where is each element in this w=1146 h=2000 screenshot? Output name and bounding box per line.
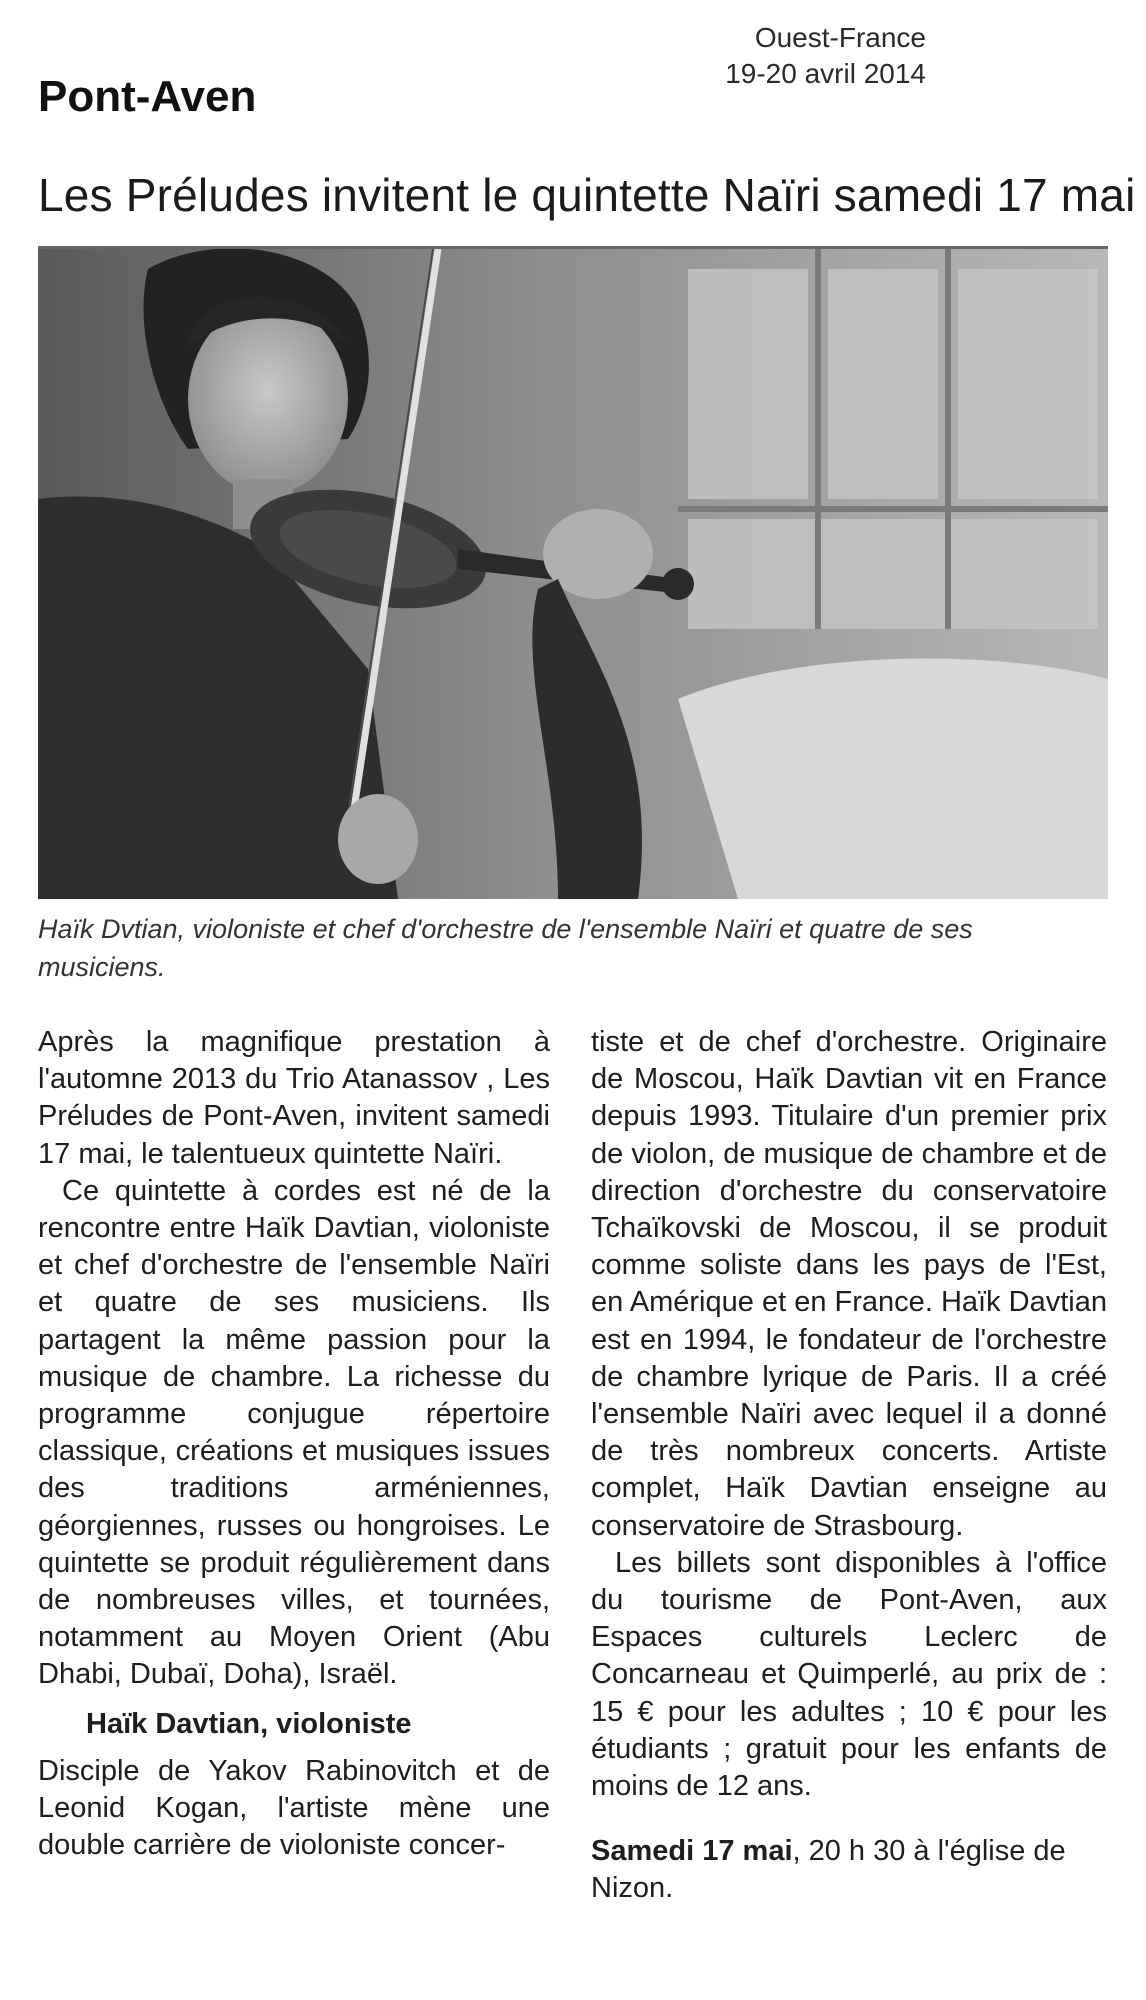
article-paragraph-2: Ce quintette à cordes est né de la rencontre entre Haïk Davtian, violoniste et chef d'orchestre de l'ensemble Naïri et quatre de ses musiciens. Ils partagent la même passion pour la musique de chambre. La richesse du programme conjugue répertoire classique, créations et musiques issues des traditions arméniennes, géorgiennes, russes ou hongroises. Le quintette se produit régulièrement dans de nombreuses villes, et tournées, notamment au Moyen Orient (Abu Dhabi, Dubaï, Doha), Israël. [38,1174,550,1691]
source-block [725,20,926,92]
article-paragraph-1: Après la magnifique prestation à l'automne 2013 du Trio Atanassov , Les Préludes de Pont-Aven, invitent samedi 17 mai, le talentueux quintette Naïri. [38,1026,550,1170]
event-info [591,1833,1107,1907]
article-paragraph-tickets: Les billets sont disponibles à l'office du tourisme de Pont-Aven, aux Espaces culturels Leclerc de Concarneau et Quimperlé, au prix de : 15 € pour les adultes ; 10 € pour les étudiants ; gratuit pour les enfants de moins de 12 ans. [591,1546,1107,1803]
article-paragraph-3-start: Disciple de Yakov Rabinovitch et de Leonid Kogan, l'artiste mène une double carrière de violoniste concer- [38,1754,550,1862]
article-paragraph-3-end: tiste et de chef d'orchestre. Originaire de Moscou, Haïk Davtian vit en France depuis 1993. Titulaire d'un premier prix de violon, de musique de chambre et de direction d'orchestre du conservatoire Tchaïkovski de Moscou, il se produit comme soliste dans les pays de l'Est, en Amérique et en France. Haïk Davtian est en 1994, le fondateur de l'orchestre de chambre lyrique de Paris. Il a créé l'ensemble Naïri avec lequel il a donné de très nombreux concerts. Artiste complet, Haïk Davtian enseigne au conservatoire de Strasbourg. [591,1026,1107,1542]
article-column-left [38,1024,550,1864]
article-headline: Les Préludes invitent le quintette Naïri samedi 17 mai [38,169,1136,221]
event-time-place: , 20 h 30 à l'église de Nizon. [591,1835,1066,1905]
photo-caption: Haïk Dvtian, violoniste et chef d'orchestre de l'ensemble Naïri et quatre de ses musiciens. [38,914,973,982]
event-date: Samedi 17 mai [591,1835,793,1868]
violinist-photo-illustration [38,249,1108,899]
source-name: Ouest-France [754,22,926,53]
article-photo [38,246,1108,899]
article-column-right [591,1024,1107,1908]
source-date: 19-20 avril 2014 [725,58,926,89]
town-heading: Pont-Aven [38,72,257,121]
article-subheading: Haïk Davtian, violoniste [86,1707,412,1740]
